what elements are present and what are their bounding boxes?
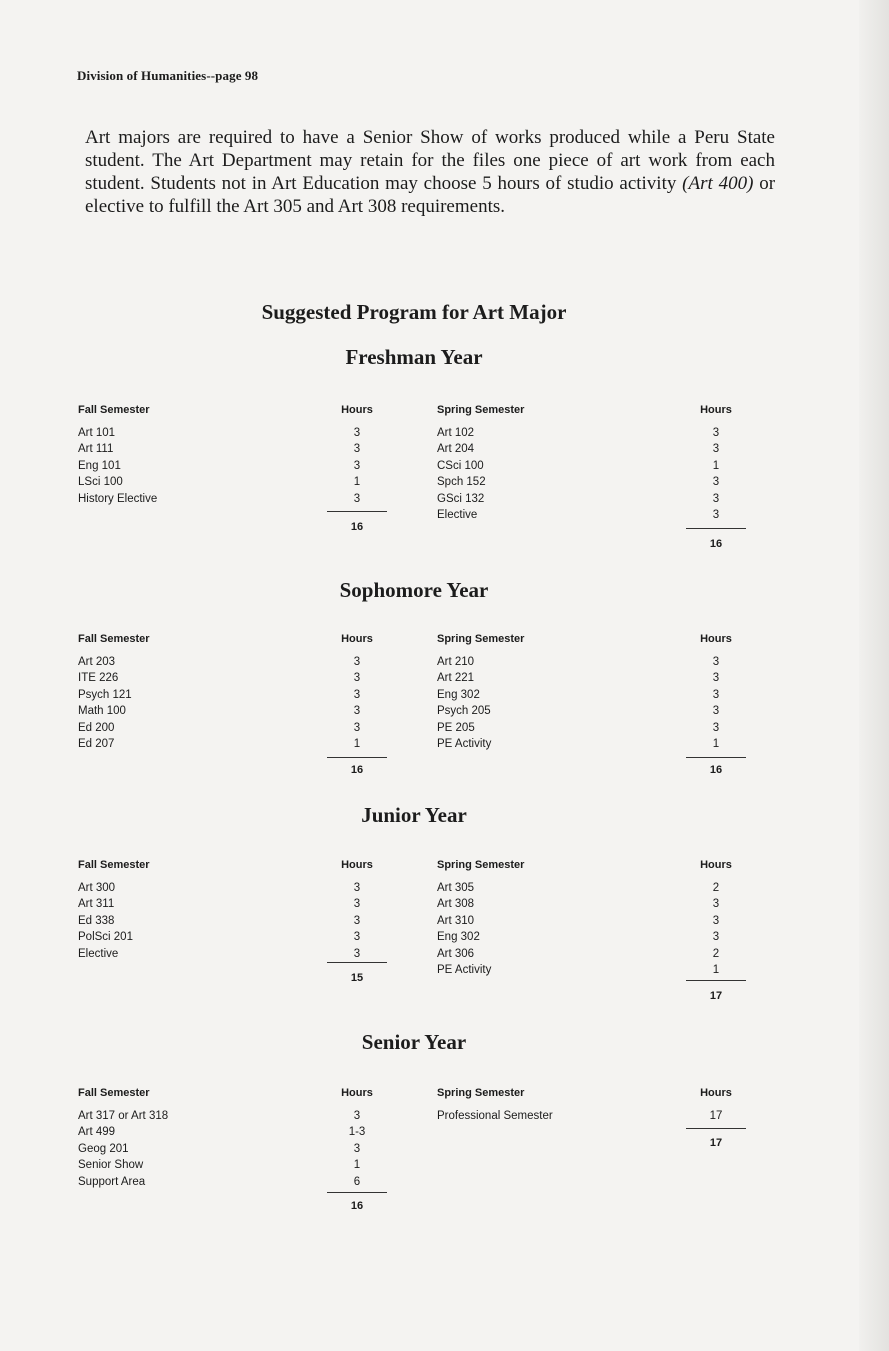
fall-semester-header: Fall Semester — [78, 859, 150, 871]
spring-total-hours: 17 — [709, 990, 723, 1002]
hours-value: 2 — [712, 947, 720, 960]
hours-header: Hours — [341, 633, 373, 645]
spring-total-rule — [686, 1128, 746, 1129]
hours-value: 3 — [353, 655, 361, 668]
fall-total-hours: 16 — [350, 764, 364, 776]
intro-emphasis: (Art 400) — [682, 173, 754, 194]
fall-semester-column — [78, 857, 150, 962]
spring-total-rule — [686, 528, 746, 529]
hours-value: 3 — [353, 914, 361, 927]
spring-semester-header: Spring Semester — [437, 1087, 525, 1099]
course-name: PE 205 — [437, 721, 475, 734]
hours-header: Hours — [341, 859, 373, 871]
spring-semester-header: Spring Semester — [437, 859, 525, 871]
course-name: PolSci 201 — [78, 931, 133, 943]
hours-value: 3 — [712, 914, 720, 927]
fall-semester-header: Fall Semester — [78, 404, 150, 416]
fall-total-rule — [327, 1192, 387, 1193]
spring-total-rule — [686, 757, 746, 758]
course-name: Art 102 — [437, 426, 475, 439]
fall-total-rule — [327, 511, 387, 512]
hours-value: 3 — [353, 443, 361, 455]
hours-value: 3 — [353, 1142, 361, 1155]
hours-value: 3 — [353, 705, 361, 717]
course-name: Art 306 — [437, 947, 475, 960]
hours-value: 3 — [712, 509, 720, 521]
hours-value: 3 — [353, 459, 361, 472]
course-name: Art 305 — [437, 881, 475, 894]
hours-header: Hours — [700, 633, 732, 645]
intro-paragraph — [85, 126, 775, 218]
course-name: Art 111 — [78, 443, 114, 455]
spring-hours-column — [686, 1085, 746, 1124]
course-name: History Elective — [78, 492, 158, 505]
course-name: Elective — [78, 947, 119, 960]
spring-semester-column — [437, 402, 524, 524]
hours-value: 3 — [712, 655, 720, 668]
course-name: Ed 338 — [78, 914, 115, 927]
hours-value: 17 — [709, 1109, 723, 1122]
hours-value: 3 — [712, 705, 720, 717]
course-name: Art 221 — [437, 672, 475, 684]
course-name: Support Area — [78, 1175, 146, 1188]
course-name: GSci 132 — [437, 492, 485, 505]
spring-semester-header: Spring Semester — [437, 633, 525, 645]
hours-value: 3 — [353, 688, 361, 701]
hours-value: 3 — [712, 476, 720, 488]
spring-semester-column — [437, 631, 524, 753]
course-name: Art 204 — [437, 443, 475, 455]
intro-text-1: Art majors are required to have a Senior Show of works produced while a Peru State student. The Art Department may retain for the files one piece of art work from each student. Students not in Art Education may choose 5 hours of studio activity — [85, 127, 775, 194]
hours-value: 3 — [712, 492, 720, 505]
hours-value: 3 — [353, 931, 361, 943]
course-name: Ed 200 — [78, 721, 115, 734]
course-name: Art 310 — [437, 914, 475, 927]
hours-value: 3 — [353, 1109, 361, 1122]
year-title: Freshman Year — [345, 345, 483, 369]
spring-total-hours: 16 — [709, 538, 723, 550]
hours-value: 1 — [712, 738, 720, 750]
course-name: Psych 121 — [78, 688, 132, 701]
hours-value: 3 — [353, 721, 361, 734]
hours-value: 3 — [353, 672, 361, 684]
spring-hours-column — [686, 857, 746, 979]
hours-value: 3 — [712, 443, 720, 455]
course-name: Art 317 or Art 318 — [78, 1109, 169, 1122]
course-name: Psych 205 — [437, 705, 491, 717]
fall-hours-column — [327, 402, 387, 507]
spring-total-rule — [686, 980, 746, 981]
course-name: PE Activity — [437, 738, 492, 750]
fall-total-hours: 15 — [350, 972, 364, 984]
course-name: LSci 100 — [78, 476, 123, 488]
fall-hours-column — [327, 857, 387, 962]
program-title: Suggested Program for Art Major — [261, 300, 567, 324]
course-name: CSci 100 — [437, 459, 484, 472]
hours-value: 1 — [353, 738, 361, 750]
course-name: Art 210 — [437, 655, 475, 668]
fall-semester-column — [78, 402, 157, 507]
course-name: Elective — [437, 509, 478, 521]
course-name: Senior Show — [78, 1159, 144, 1171]
hours-value: 3 — [353, 426, 361, 439]
hours-header: Hours — [700, 859, 732, 871]
hours-value: 1 — [353, 1159, 361, 1171]
hours-value: 3 — [712, 721, 720, 734]
hours-header: Hours — [700, 1087, 732, 1099]
hours-value: 6 — [353, 1175, 361, 1188]
hours-value: 3 — [712, 688, 720, 701]
course-name: Art 203 — [78, 655, 116, 668]
spring-hours-column — [686, 402, 746, 524]
course-name: Professional Semester — [437, 1109, 553, 1122]
fall-semester-header: Fall Semester — [78, 1087, 150, 1099]
course-name: Eng 101 — [78, 459, 121, 472]
fall-hours-column — [327, 631, 387, 753]
hours-value: 1-3 — [348, 1126, 366, 1138]
course-name: Ed 207 — [78, 738, 115, 750]
course-name: Art 101 — [78, 426, 116, 439]
fall-total-hours: 16 — [350, 521, 364, 533]
page-edge-shadow — [859, 0, 889, 1351]
course-name: ITE 226 — [78, 672, 119, 684]
hours-value: 3 — [712, 672, 720, 684]
year-title: Senior Year — [361, 1030, 467, 1054]
hours-header: Hours — [341, 404, 373, 416]
spring-total-hours: 16 — [709, 764, 723, 776]
fall-total-hours: 16 — [350, 1200, 364, 1212]
course-name: Geog 201 — [78, 1142, 129, 1155]
hours-value: 1 — [712, 459, 720, 472]
course-name: Art 300 — [78, 881, 116, 894]
spring-semester-column — [437, 857, 524, 979]
hours-value: 1 — [712, 964, 720, 976]
course-name: PE Activity — [437, 964, 492, 976]
fall-hours-column — [327, 1085, 387, 1190]
spring-semester-column — [437, 1085, 553, 1124]
spring-semester-header: Spring Semester — [437, 404, 525, 416]
fall-total-rule — [327, 962, 387, 963]
hours-header: Hours — [700, 404, 732, 416]
fall-total-rule — [327, 757, 387, 758]
hours-value: 3 — [353, 947, 361, 960]
course-name: Spch 152 — [437, 476, 486, 488]
course-name: Art 499 — [78, 1126, 116, 1138]
hours-value: 3 — [353, 881, 361, 894]
hours-value: 3 — [353, 898, 361, 910]
hours-value: 2 — [712, 881, 720, 894]
course-name: Art 308 — [437, 898, 475, 910]
course-name: Eng 302 — [437, 688, 480, 701]
year-title: Sophomore Year — [339, 578, 489, 602]
spring-hours-column — [686, 631, 746, 753]
fall-semester-column — [78, 1085, 168, 1190]
hours-header: Hours — [341, 1087, 373, 1099]
spring-total-hours: 17 — [709, 1137, 723, 1149]
course-name: Math 100 — [78, 705, 126, 717]
year-title: Junior Year — [361, 803, 467, 827]
hours-value: 3 — [712, 898, 720, 910]
page-header: Division of Humanities--page 98 — [77, 68, 259, 83]
course-name: Art 311 — [78, 898, 115, 910]
course-name: Eng 302 — [437, 931, 480, 943]
fall-semester-column — [78, 631, 150, 753]
hours-value: 3 — [712, 931, 720, 943]
fall-semester-header: Fall Semester — [78, 633, 150, 645]
intro-text-2: or elective to fulfill the Art 305 and Art 308 requirements. — [85, 173, 776, 217]
hours-value: 3 — [353, 492, 361, 505]
hours-value: 1 — [353, 476, 361, 488]
hours-value: 3 — [712, 426, 720, 439]
